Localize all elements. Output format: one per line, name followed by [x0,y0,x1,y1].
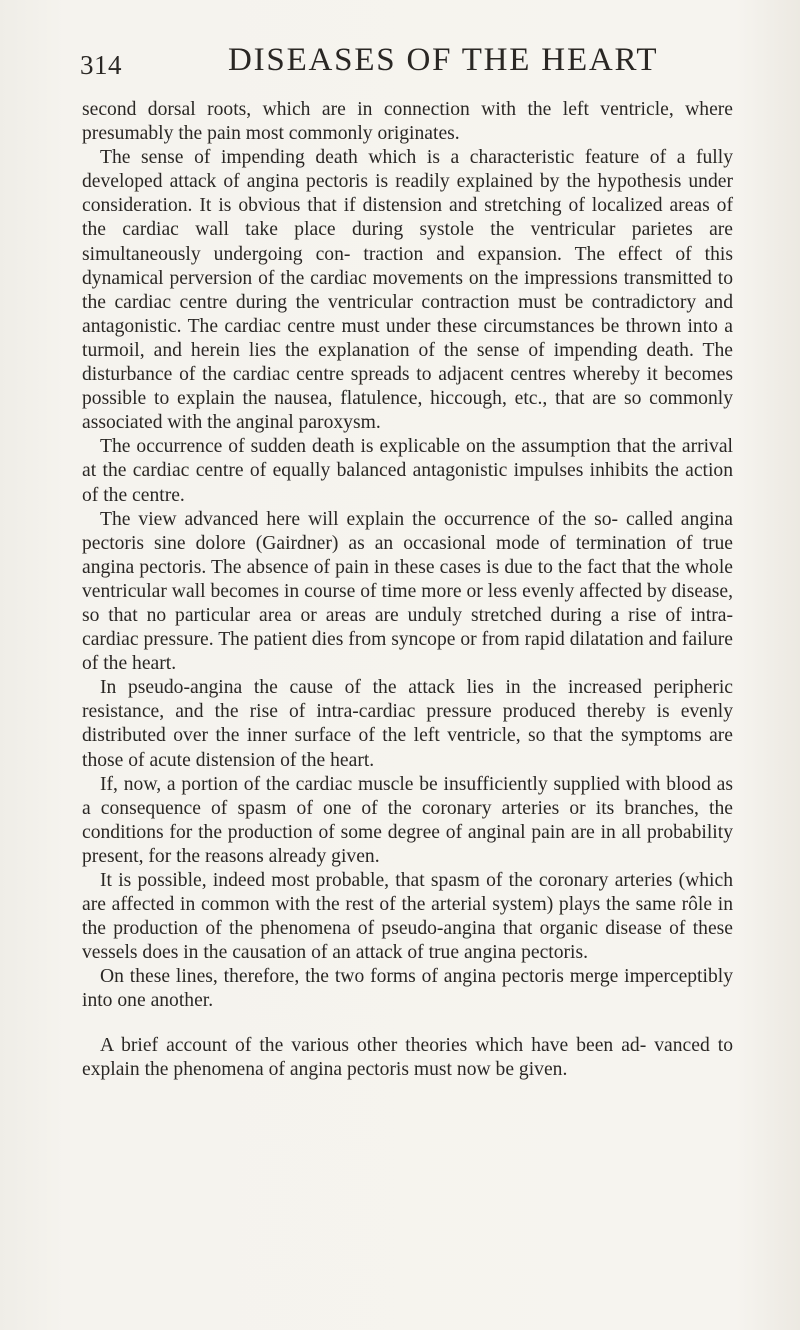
page-header [80,42,722,86]
paragraph-9: A brief account of the various other theories which have been ad- vanced to explain the phenomena of angina pectoris must now be given. [82,1034,733,1080]
paragraph-8: On these lines, therefore, the two forms of angina pectoris merge imperceptibly into one another. [82,966,733,1012]
body-text [82,98,733,1082]
page-number: 314 [80,50,122,80]
paragraph-3: The occurrence of sudden death is explicable on the assumption that the arrival at the cardiac centre of equally balanced antagonistic impulses inhibits the action of the centre. [82,436,733,506]
paragraph-7: It is possible, indeed most probable, that spasm of the coronary arteries (which are affected in common with the rest of the arterial system) plays the same rôle in the production of the phenomena of pseudo-angina that organic disease of these vessels does in the causation of an attack of true angina pectoris. [82,870,733,964]
paragraph-4: The view advanced here will explain the occurrence of the so- called angina pectoris sine dolore (Gairdner) as an occasional mode of termination of true angina pectoris. The absence of pain in these cases is due to the fact that the whole ventricular wall becomes in course of time more or less evenly affected by disease, so that no particular area or areas are unduly stretched during a rise of intra-cardiac pressure. The patient dies from syncope or from rapid dilatation and failure of the heart. [82,508,733,675]
running-head: DISEASES OF THE HEART [228,42,659,78]
paragraph-6: If, now, a portion of the cardiac muscle be insufficiently supplied with blood as a consequence of spasm of one of the coronary arteries or its branches, the conditions for the production of some degree of anginal pain are in all probability present, for the reasons already given. [82,773,733,867]
paragraph-1: second dorsal roots, which are in connection with the left ventricle, where presumably the pain most commonly originates. [82,99,733,145]
paragraph-2: The sense of impending death which is a characteristic feature of a fully developed attack of angina pectoris is readily explained by the hypothesis under consideration. It is obvious that if distension and stretching of localized areas of the cardiac wall take place during systole the ventricular parietes are simultaneously undergoing con- traction and expansion. The effect of this dynamical perversion of the cardiac movements on the impressions transmitted to the cardiac centre during the ventricular contraction must be contradictory and antagonistic. The cardiac centre must under these circumstances be thrown into a turmoil, and herein lies the explanation of the sense of impending death. The disturbance of the cardiac centre spreads to adjacent centres whereby it becomes possible to explain the nausea, flatulence, hiccough, etc., that are so commonly associated with the anginal paroxysm. [82,147,733,434]
paragraph-5: In pseudo-angina the cause of the attack lies in the increased peripheric resistance, and the rise of intra-cardiac pressure produced thereby is evenly distributed over the inner surface of the left ventricle, so that the symptoms are those of acute distension of the heart. [82,677,733,771]
